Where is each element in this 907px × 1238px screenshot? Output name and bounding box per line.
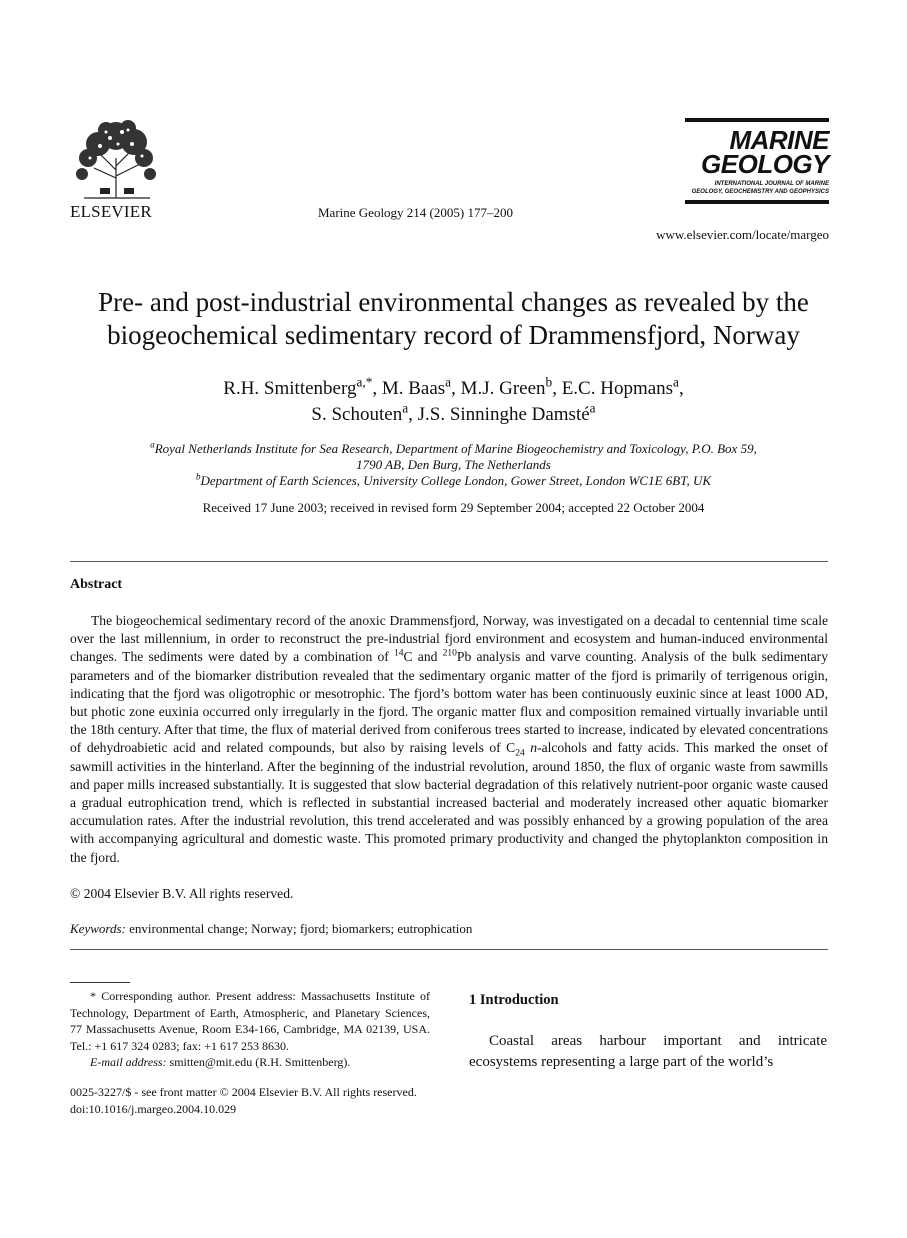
title-line1: Pre- and post-industrial environmental changes as revealed by the	[98, 287, 809, 317]
corresponding-author-footnote	[70, 988, 430, 1071]
abstract-text: Pb analysis and varve counting. Analysis of the bulk sedimentary parameters and of the biomarker distribution revealed that the sedimentary organic matter of the fjord is primarily of terrigenous origin, indicating that the fjord was oligotrophic or mesotrophic. The fjord’s bottom water has been continuously euxinic since at least 1000 AD, but photic zone euxinia occurred only irregularly in the fjord. The organic matter flux and composition remained virtually invariable until the 18th century. After that time, the flux of material derived from coniferous trees started to increase, indicated by elevated concentrations of dehydroabietic acid and related compounds, but also by raising levels of C	[70, 649, 829, 756]
author-name: E.C. Hopmans	[561, 378, 674, 399]
author-list	[40, 376, 867, 428]
front-matter	[70, 1084, 417, 1118]
footnote-email	[70, 1054, 430, 1071]
italic-n: n	[530, 740, 538, 756]
journal-subtitle-line2: GEOLOGY, GEOCHEMISTRY AND GEOPHYSICS	[691, 189, 829, 195]
affiliations	[40, 441, 867, 489]
email-label: E-mail address:	[90, 1055, 167, 1070]
article-title	[40, 286, 867, 352]
carbon-24-subscript: 24	[515, 749, 525, 760]
abstract-text: The biogeochemical sedimentary record of the anoxic Drammensfjord, Norway, was investigated on a decadal to centennial time scale over the last millennium, in order to reconstruct the pre-industrial fjord environment and ecosystem and human-induced environmental changes. The sediments were dated by a combination of	[70, 613, 828, 665]
publisher-name: ELSEVIER	[70, 202, 152, 221]
isotope-210-mark: 210	[442, 648, 457, 659]
journal-subtitle-line1: INTERNATIONAL JOURNAL OF MARINE	[714, 181, 829, 187]
footnote-corresponding: * Corresponding author. Present address: Massachusetts Institute of Technology, Department of Earth, Atmospheric, and Planetary Sciences, 77 Massachusetts Avenue, Room E34-166, Cambridge, MA 02139, USA. Tel.: +1 617 324 0283; fax: +1 617 253 8630.	[70, 989, 430, 1053]
journal-title-line1: MARINE	[729, 125, 829, 155]
author-affiliation-mark: a	[589, 400, 596, 416]
affiliation-a-mark: a	[150, 439, 155, 450]
title-line2: biogeochemical sedimentary record of Drammensfjord, Norway	[107, 320, 800, 350]
author-affiliation-mark: b	[545, 374, 553, 390]
affiliation-b-mark: b	[195, 471, 201, 482]
abstract-heading: Abstract	[70, 577, 123, 592]
author-affiliation-mark: a	[673, 374, 679, 390]
affiliation-a	[40, 441, 867, 457]
keywords-text: environmental change; Norway; fjord; biomarkers; eutrophication	[129, 921, 473, 936]
author-name: M. Baas	[381, 378, 446, 399]
abstract-text: -alcohols and fatty acids. This marked the onset of sawmill activities in the hinterland. After the beginning of the industrial revolution, around 1850, the flux of organic waste from sawmills and paper mills increased substantially. It is suggested that slow bacterial degradation of this relatively nutrient-poor organic waste caused a gradual eutrophication trend, which is reflected in substantial increased bacterial and moderately increased other aquatic biomarker accumulation rates. After the industrial revolution, this trend accelerated and was possibly enhanced by a growing population of the area with accompanying agricultural and domestic waste. This promoted primary productivity and changed the phytoplankton composition in the fjord.	[70, 740, 828, 865]
keywords	[70, 921, 472, 937]
elsevier-tree-logo	[70, 118, 162, 200]
received-dates: Received 17 June 2003; received in revised form 29 September 2004; accepted 22 October 2004	[202, 500, 705, 515]
journal-website-link[interactable]: www.elsevier.com/locate/margeo	[656, 227, 829, 242]
journal-logo	[685, 118, 829, 204]
logo-top-bar	[685, 118, 829, 122]
journal-title-line2: GEOLOGY	[701, 149, 829, 179]
affiliation-b	[40, 473, 867, 489]
author-affiliation-mark: a	[445, 374, 452, 390]
author-name: J.S. Sinninghe Damsté	[417, 404, 590, 425]
footnote-rule	[70, 982, 130, 983]
doi-link[interactable]: doi:10.1016/j.margeo.2004.10.029	[70, 1102, 237, 1116]
keywords-label: Keywords:	[70, 921, 126, 936]
abstract-body	[70, 612, 828, 867]
author-name: M.J. Green	[460, 378, 546, 399]
author-name: R.H. Smittenberg	[223, 378, 357, 399]
introduction-heading: 1 Introduction	[469, 992, 559, 1008]
affiliation-a-line2: 1790 AB, Den Burg, The Netherlands	[356, 457, 551, 472]
email-address-link[interactable]: smitten@mit.edu (R.H. Smittenberg).	[169, 1055, 351, 1070]
abstract-paragraph	[70, 612, 828, 867]
elsevier-tree-icon	[70, 118, 162, 200]
isotope-14-mark: 14	[394, 648, 404, 659]
divider-top	[70, 561, 828, 562]
abstract-text: C and	[403, 649, 443, 665]
journal-title	[685, 125, 829, 179]
issn-line: 0025-3227/$ - see front matter © 2004 Elsevier B.V. All rights reserved.	[70, 1085, 417, 1099]
author-affiliation-mark: a	[402, 400, 409, 416]
introduction-body	[469, 1031, 827, 1073]
copyright-notice: © 2004 Elsevier B.V. All rights reserved.	[70, 886, 294, 901]
affiliation-b-text: Department of Earth Sciences, University College London, Gower Street, London WC1E 6BT, UK	[200, 473, 712, 488]
introduction-paragraph: Coastal areas harbour important and intricate ecosystems representing a large part of the world’s	[469, 1033, 827, 1070]
logo-bottom-bar	[685, 200, 829, 204]
author-name: S. Schouten	[311, 404, 403, 425]
affiliation-a-line1: Royal Netherlands Institute for Sea Research, Department of Marine Biogeochemistry and Toxicology, P.O. Box 59,	[154, 441, 757, 456]
author-affiliation-mark: a,*	[356, 374, 373, 390]
divider-bottom	[70, 949, 828, 950]
author-line2: S. Schouten$^a$, J.S. Sinninghe Damsté$^a$	[311, 400, 596, 425]
author-line1: R.H. Smittenberg$^{a,*}$, M. Baas$^a$, M.J. Green$^b$, E.C. Hopmans$^a$,	[223, 374, 684, 399]
journal-citation: Marine Geology 214 (2005) 177–200	[318, 205, 513, 220]
journal-subtitle	[685, 180, 829, 196]
